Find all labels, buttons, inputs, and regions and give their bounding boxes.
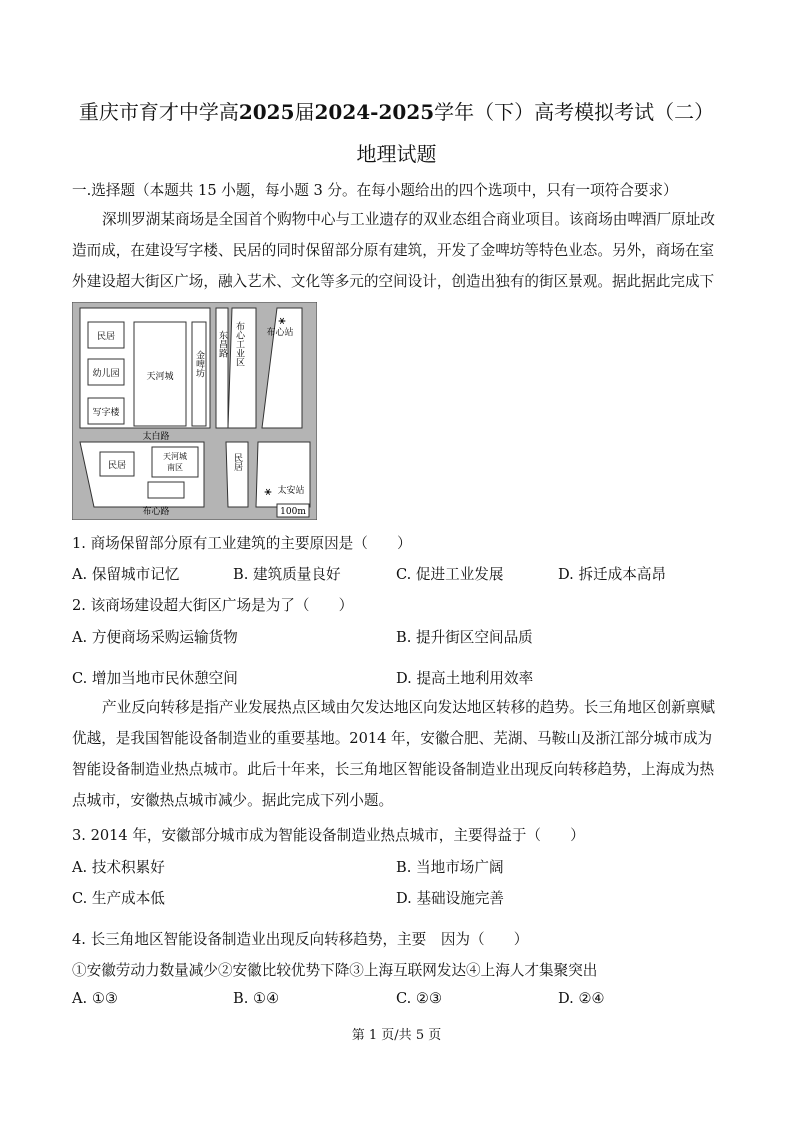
title-part: 届 — [294, 100, 315, 124]
question-2-option-a[interactable]: A. 方便商场采购运输货物 — [72, 629, 238, 646]
label-minju3: 民居 — [232, 453, 242, 471]
label-minju2: 民居 — [107, 461, 127, 471]
question-3-option-c[interactable]: C. 生产成本低 — [72, 890, 165, 907]
label-buxin-station: 布心站 — [266, 328, 294, 338]
label-youeryuan: 幼儿园 — [92, 369, 120, 379]
label-scale: 100m — [280, 507, 306, 517]
passage-1: 深圳罗湖某商场是全国首个购物中心与工业遗存的双业态组合商业项目。该商场由啤酒厂原址改造而成，在建设写字楼、民居的同时保留部分原有建筑，开发了金啤坊等特色业态。另外，商场在室外建设超大街区广场，融入艺术、文化等多元的空间设计，创造出独有的街区景观。据此据此完成下 — [72, 211, 715, 290]
label-dongchanglu: 东昌路 — [217, 330, 227, 358]
label-tianhe-south: 天河城 — [163, 452, 187, 461]
page-subtitle: 地理试题 — [356, 142, 437, 166]
label-xiezilou: 写字楼 — [92, 408, 120, 418]
question-2-option-d[interactable]: D. 提高土地利用效率 — [396, 670, 534, 687]
label-jinpifang: 金啤坊 — [194, 350, 204, 378]
label-taian-station: 太安站 — [277, 486, 305, 496]
title-part: 2024-2025 — [314, 100, 435, 124]
question-1-option-a[interactable]: A. 保留城市记忆 — [72, 566, 180, 583]
page-footer: 第 1 页/共 5 页 — [351, 1028, 442, 1043]
label-taibailu: 太白路 — [142, 432, 170, 442]
question-2-option-c[interactable]: C. 增加当地市民休憩空间 — [72, 670, 238, 687]
question-4-option-b[interactable]: B. ①④ — [233, 990, 280, 1007]
block-minju3 — [226, 442, 248, 507]
title-part: 2025 — [238, 100, 295, 124]
question-4-option-c[interactable]: C. ②③ — [396, 990, 443, 1007]
question-3-option-a[interactable]: A. 技术积累好 — [72, 859, 165, 876]
question-3-stem: 3. 2014 年，安徽部分城市成为智能设备制造业热点城市，主要得益于（ ） — [72, 827, 585, 844]
metro-icon: ⚹ — [264, 484, 272, 498]
question-3-option-b[interactable]: B. 当地市场广阔 — [396, 859, 504, 876]
question-4-option-a[interactable]: A. ①③ — [72, 990, 118, 1007]
question-4-statements: ①安徽劳动力数量减少②安徽比较优势下降③上海互联网发达④上海人才集聚突出 — [72, 962, 598, 979]
label-tianhe-south-2: 南区 — [167, 463, 183, 472]
page-title — [0, 96, 793, 125]
title-part: 学年（下）高考模拟考试（二） — [434, 100, 715, 124]
label-buxin-industrial: 布心工业区 — [234, 321, 244, 367]
question-4-stem: 4. 长三角地区智能设备制造业出现反向转移趋势，主要 因为（ ） — [72, 931, 529, 948]
label-minju: 民居 — [96, 332, 116, 342]
question-1-option-d[interactable]: D. 拆迁成本高昂 — [558, 566, 667, 583]
label-buxinlu: 布心路 — [142, 507, 170, 517]
question-2-option-b[interactable]: B. 提升街区空间品质 — [396, 629, 533, 646]
question-1-option-b[interactable]: B. 建筑质量良好 — [233, 566, 341, 583]
question-4-option-d[interactable]: D. ②④ — [558, 990, 605, 1007]
metro-icon: ⚹ — [278, 313, 286, 327]
question-1-stem: 1. 商场保留部分原有工业建筑的主要原因是（ ） — [72, 535, 412, 552]
map-figure — [72, 302, 317, 520]
question-2-stem: 2. 该商场建设超大街区广场是为了（ ） — [72, 597, 354, 614]
passage-2: 产业反向转移是指产业发展热点区域由欠发达地区向发达地区转移的趋势。长三角地区创新禀赋优越，是我国智能设备制造业的重要基地。2014 年，安徽合肥、芜湖、马鞍山及浙江部分城市成为智能设备制造业热点城市。此后十年来，长三角地区智能设备制造业出现反向转移趋势，上海成为热点城市，安徽热点城市减少。据此完成下列小题。 — [72, 699, 715, 809]
section-heading: 一.选择题（本题共 15 小题，每小题 3 分。在每小题给出的四个选项中，只有一项符合要求） — [72, 182, 678, 199]
question-1-option-c[interactable]: C. 促进工业发展 — [396, 566, 504, 583]
question-3-option-d[interactable]: D. 基础设施完善 — [396, 890, 505, 907]
title-part: 重庆市育才中学高 — [78, 100, 239, 124]
label-tianhecheng: 天河城 — [146, 372, 174, 382]
